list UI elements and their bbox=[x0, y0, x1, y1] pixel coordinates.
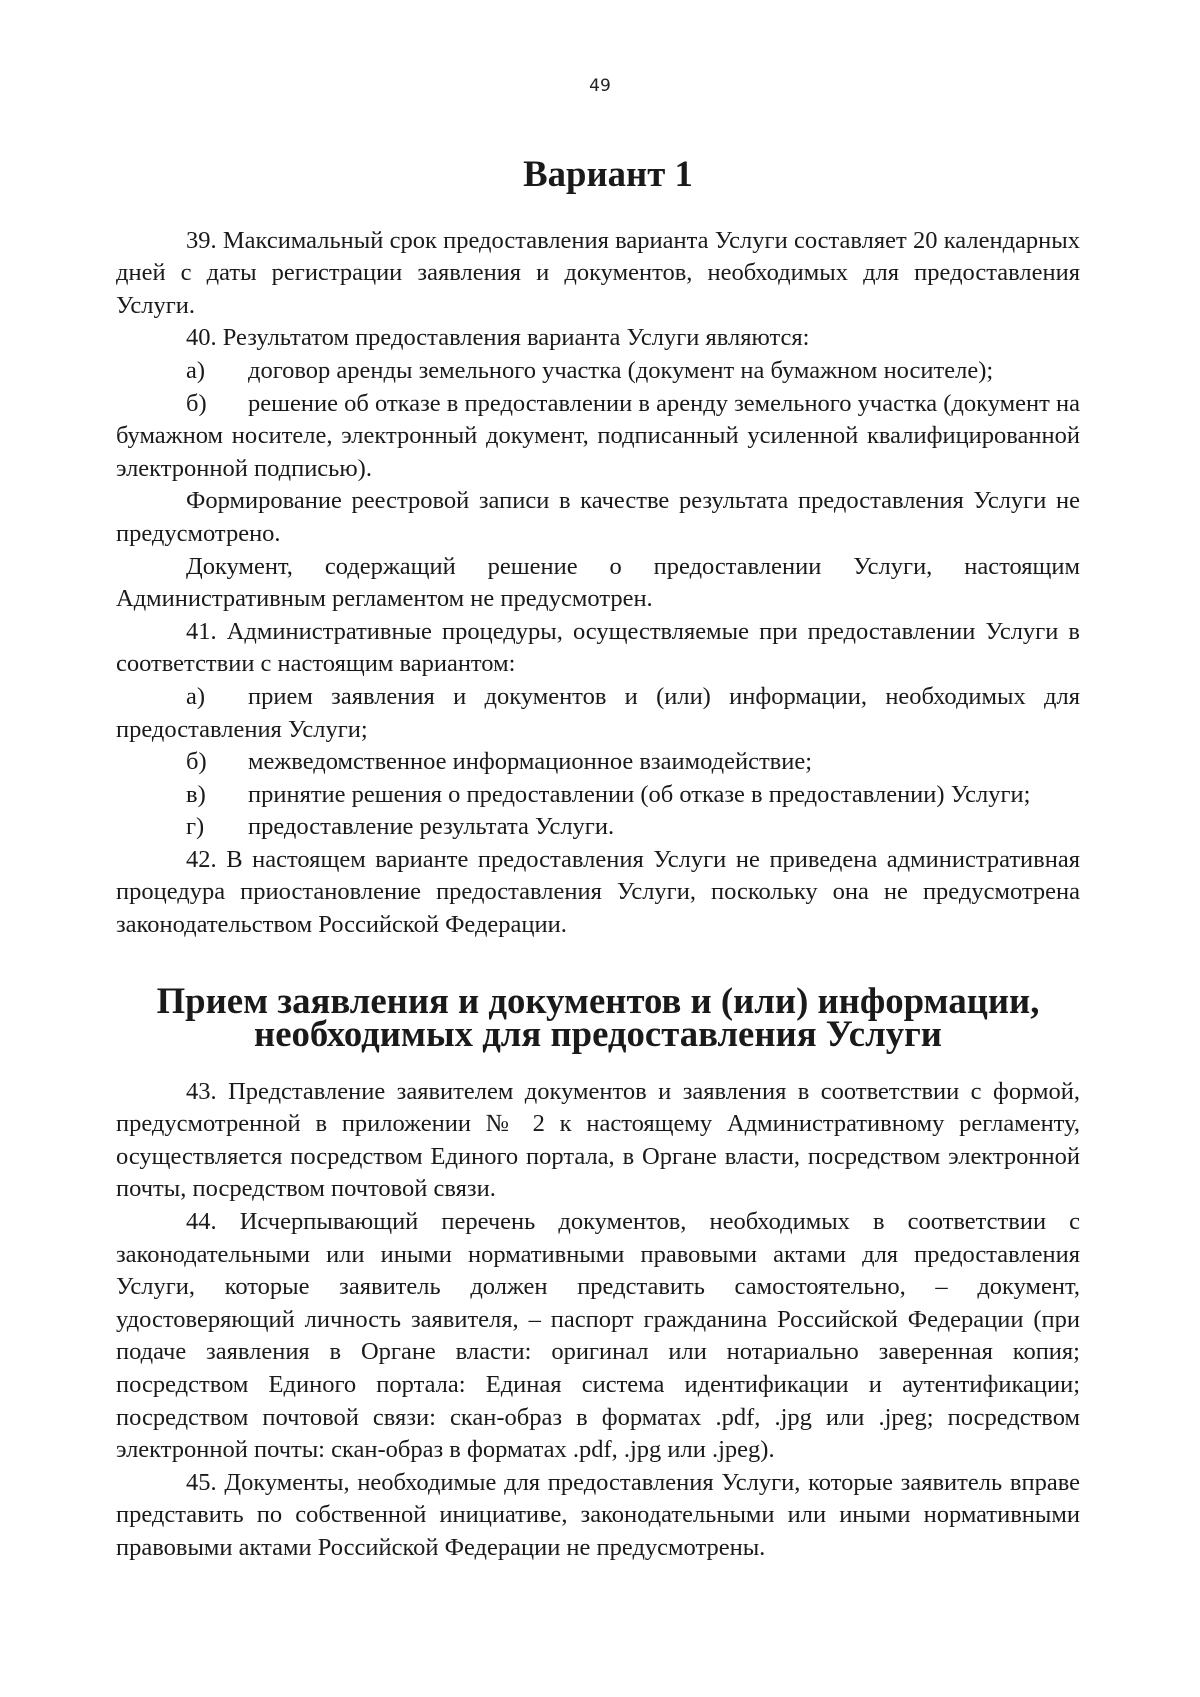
list-item-marker: а) bbox=[186, 682, 206, 710]
list-item-text: межведомственное информационное взаимодействие; bbox=[248, 748, 813, 776]
document-body bbox=[116, 153, 1080, 1565]
list-item bbox=[116, 355, 1080, 388]
list-item bbox=[116, 388, 1080, 486]
paragraph: 39. Максимальный срок предоставления варианта Услуги составляет 20 календарных дней с даты регистрации заявления и документов, необходимых для предоставления Услуги. bbox=[116, 226, 1080, 319]
variant-heading: Вариант 1 bbox=[523, 153, 693, 194]
section-paragraphs bbox=[116, 1076, 1080, 1565]
paragraph: 42. В настоящем варианте предоставления Услуги не приведена административная процедура приостановление предоставления Услуги, поскольку она не предусмотрена законодательством Российской Федерации. bbox=[116, 845, 1080, 939]
list-item-marker: а) bbox=[186, 356, 206, 384]
page-number: 49 bbox=[589, 76, 611, 96]
list-item-marker: г) bbox=[186, 813, 205, 841]
paragraph: 44. Исчерпывающий перечень документов, необходимых в соответствии с законодательными или иными нормативными правовыми актами для предоставления Услуги, которые заявитель должен представить самостоятельно, – документ, удостоверяющий личность заявителя, – паспорт гражданина Российской Федерации (при подаче заявления в Органе власти: оригинал или нотариально заверенная копия; посредством Единого портала: Единая система идентификации и аутентификации; посредством почтовой связи: скан-образ в форматах .pdf, .jpg или .jpeg; посредством электронной почты: скан-образ в форматах .pdf, .jpg или .jpeg). bbox=[116, 1208, 1080, 1464]
list-item-marker: б) bbox=[186, 389, 207, 417]
list-item-text: решение об отказе в предоставлении в аренду земельного участка (документ на бумажном носителе, электронный документ, подписанный усиленной квалифицированной электронной подписью). bbox=[116, 389, 1080, 482]
variant-paragraphs bbox=[116, 225, 1080, 942]
list-item-text: договор аренды земельного участка (документ на бумажном носителе); bbox=[248, 356, 994, 384]
paragraph: 41. Административные процедуры, осуществляемые при предоставлении Услуги в соответствии с настоящим вариантом: bbox=[116, 617, 1080, 678]
list-item bbox=[116, 779, 1080, 812]
paragraph: Документ, содержащий решение о предоставлении Услуги, настоящим Административным регламентом не предусмотрен. bbox=[116, 552, 1080, 613]
paragraph: Формирование реестровой записи в качестве результата предоставления Услуги не предусмотрено. bbox=[116, 487, 1080, 547]
paragraph: 45. Документы, необходимые для предоставления Услуги, которые заявитель вправе представить по собственной инициативе, законодательными или иными нормативными правовыми актами Российской Федерации не предусмотрены. bbox=[116, 1468, 1080, 1561]
section-heading: Прием заявления и документов и (или) информации, необходимых для предоставления Услуги bbox=[156, 979, 1040, 1054]
list-item-marker: б) bbox=[186, 748, 207, 776]
list-item-text: предоставление результата Услуги. bbox=[248, 813, 615, 841]
list-item bbox=[116, 811, 1080, 844]
list-item bbox=[116, 746, 1080, 779]
list-item-marker: в) bbox=[186, 780, 206, 808]
list-item-text: принятие решения о предоставлении (об отказе в предоставлении) Услуги; bbox=[248, 780, 1031, 808]
paragraph: 40. Результатом предоставления варианта Услуги являются: bbox=[186, 324, 810, 352]
list-item-text: прием заявления и документов и (или) информации, необходимых для предоставления Услуги; bbox=[116, 682, 1080, 743]
list-item bbox=[116, 681, 1080, 746]
paragraph: 43. Представление заявителем документов и заявления в соответствии с формой, предусмотренной в приложении № 2 к настоящему Административному регламенту, осуществляется посредством Единого портала, в Органе власти, посредством электронной почты, посредством почтовой связи. bbox=[116, 1077, 1080, 1203]
